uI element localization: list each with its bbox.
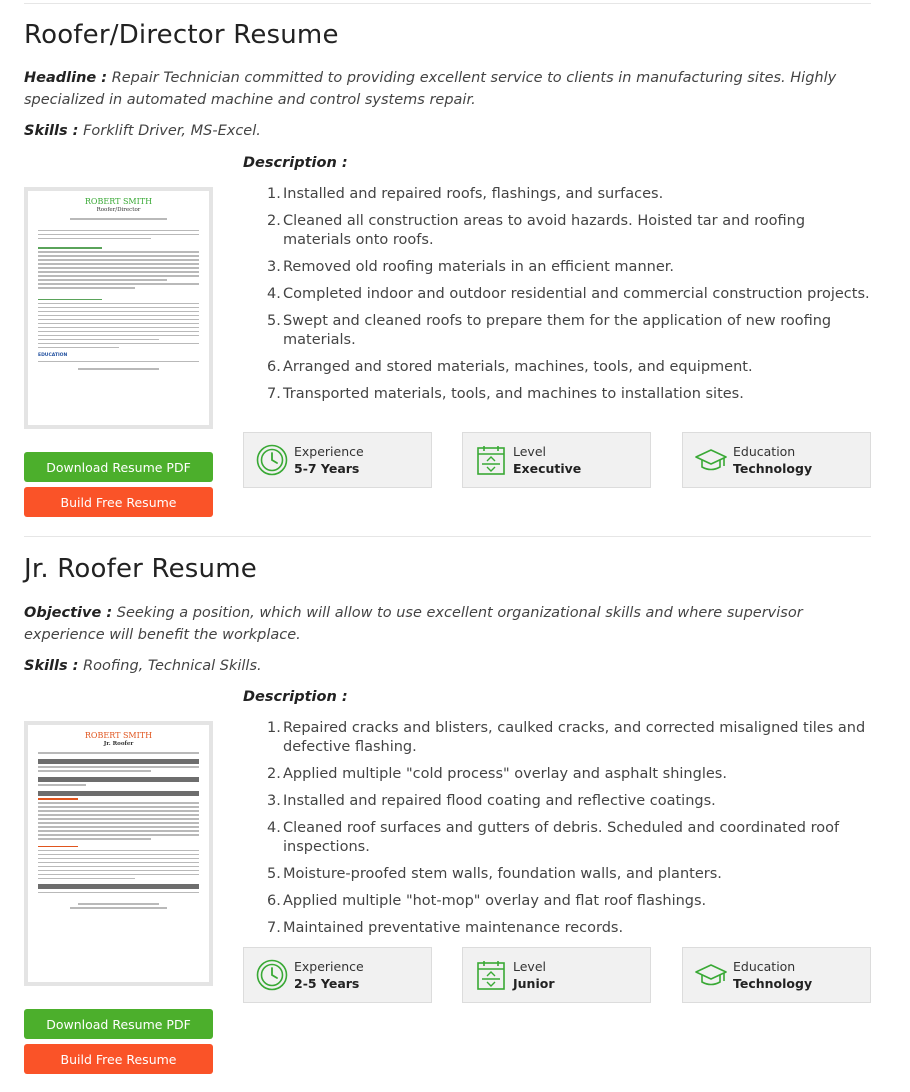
description-list bbox=[243, 185, 871, 412]
description-item: 6. Applied multiple "hot-mop" overlay and flat roof flashings. bbox=[267, 893, 707, 909]
description-item: 3. Installed and repaired flood coating and reflective coatings. bbox=[267, 793, 716, 809]
build-free-resume-button[interactable]: Build Free Resume bbox=[24, 1044, 213, 1074]
headline-text: Repair Technician committed to providing excellent service to clients in manufacturing sites. Highly specialized in automated machine and control systems repair. bbox=[24, 70, 837, 108]
resume-preview bbox=[28, 725, 209, 982]
headline-label: Headline : bbox=[24, 70, 108, 86]
objective-label: Objective : bbox=[24, 605, 113, 621]
experience-card bbox=[243, 947, 432, 1003]
experience-value: 5-7 Years bbox=[294, 461, 360, 476]
skills-label: Skills : bbox=[24, 123, 79, 139]
description-label: Description : bbox=[243, 689, 348, 705]
clock-icon bbox=[256, 959, 288, 991]
description-item: 5. Moisture-proofed stem walls, foundation walls, and planters. bbox=[267, 866, 722, 882]
education-value: Technology bbox=[733, 461, 813, 476]
description-item: 5. Swept and cleaned roofs to prepare them for the application of new roofing materials. bbox=[267, 313, 832, 348]
description-item: 4. Cleaned roof surfaces and gutters of debris. Scheduled and coordinated roof inspections. bbox=[267, 820, 840, 855]
resume-title[interactable]: Jr. Roofer Resume bbox=[24, 554, 257, 584]
description-label: Description : bbox=[243, 155, 348, 171]
level-label: Level bbox=[513, 959, 546, 974]
preview-role: Jr. Roofer bbox=[103, 741, 134, 747]
level-label: Level bbox=[513, 444, 546, 459]
description-item: 4. Completed indoor and outdoor residential and commercial construction projects. bbox=[267, 286, 870, 302]
preview-role: Roofer/Director bbox=[96, 207, 141, 213]
skills-label: Skills : bbox=[24, 658, 79, 674]
level-icon bbox=[475, 959, 507, 991]
resume-entry-2 bbox=[24, 554, 871, 1084]
education-card bbox=[682, 947, 871, 1003]
education-value: Technology bbox=[733, 976, 813, 991]
preview-education-heading: EDUCATION bbox=[38, 353, 68, 358]
skills-line bbox=[24, 120, 261, 142]
description-item: 7. Maintained preventative maintenance records. bbox=[267, 920, 624, 936]
experience-card bbox=[243, 432, 432, 488]
level-value: Executive bbox=[513, 461, 582, 476]
experience-value: 2-5 Years bbox=[294, 976, 360, 991]
education-card bbox=[682, 432, 871, 488]
resume-entry-1 bbox=[24, 20, 871, 520]
build-free-resume-button[interactable]: Build Free Resume bbox=[24, 487, 213, 517]
description-item: 6. Arranged and stored materials, machines, tools, and equipment. bbox=[267, 359, 753, 375]
level-card bbox=[462, 947, 651, 1003]
clock-icon bbox=[256, 444, 288, 476]
resume-thumbnail[interactable] bbox=[24, 187, 213, 429]
description-item: 1. Repaired cracks and blisters, caulked cracks, and corrected misaligned tiles and defective flashing. bbox=[267, 720, 866, 755]
download-resume-pdf-button[interactable]: Download Resume PDF bbox=[24, 452, 213, 482]
preview-name: ROBERT SMITH bbox=[84, 731, 153, 740]
description-list bbox=[243, 719, 871, 946]
resume-preview bbox=[28, 191, 209, 425]
description-item: 2. Applied multiple "cold process" overlay and asphalt shingles. bbox=[267, 766, 727, 782]
resume-thumbnail[interactable] bbox=[24, 721, 213, 986]
experience-label: Experience bbox=[294, 444, 364, 459]
graduation-cap-icon bbox=[695, 444, 727, 476]
resume-title[interactable]: Roofer/Director Resume bbox=[24, 20, 339, 50]
objective-text: Seeking a position, which will allow to use excellent organizational skills and where supervisor experience will benefit the workplace. bbox=[24, 605, 803, 643]
education-label: Education bbox=[733, 444, 796, 459]
objective-line bbox=[24, 602, 864, 646]
description-item: 3. Removed old roofing materials in an efficient manner. bbox=[267, 259, 674, 275]
description-item: 2. Cleaned all construction areas to avoid hazards. Hoisted tar and roofing materials onto roofs. bbox=[267, 213, 806, 248]
graduation-cap-icon bbox=[695, 959, 727, 991]
headline-line bbox=[24, 67, 864, 111]
section-divider bbox=[24, 536, 871, 537]
experience-label: Experience bbox=[294, 959, 364, 974]
skills-text: Forklift Driver, MS-Excel. bbox=[83, 123, 261, 139]
skills-text: Roofing, Technical Skills. bbox=[83, 658, 262, 674]
level-value: Junior bbox=[513, 976, 555, 991]
level-card bbox=[462, 432, 651, 488]
education-label: Education bbox=[733, 959, 796, 974]
preview-name: ROBERT SMITH bbox=[84, 197, 153, 206]
top-divider bbox=[24, 3, 871, 4]
description-item: 1. Installed and repaired roofs, flashings, and surfaces. bbox=[267, 186, 664, 202]
description-item: 7. Transported materials, tools, and machines to installation sites. bbox=[267, 386, 744, 402]
level-icon bbox=[475, 444, 507, 476]
skills-line bbox=[24, 655, 262, 677]
download-resume-pdf-button[interactable]: Download Resume PDF bbox=[24, 1009, 213, 1039]
